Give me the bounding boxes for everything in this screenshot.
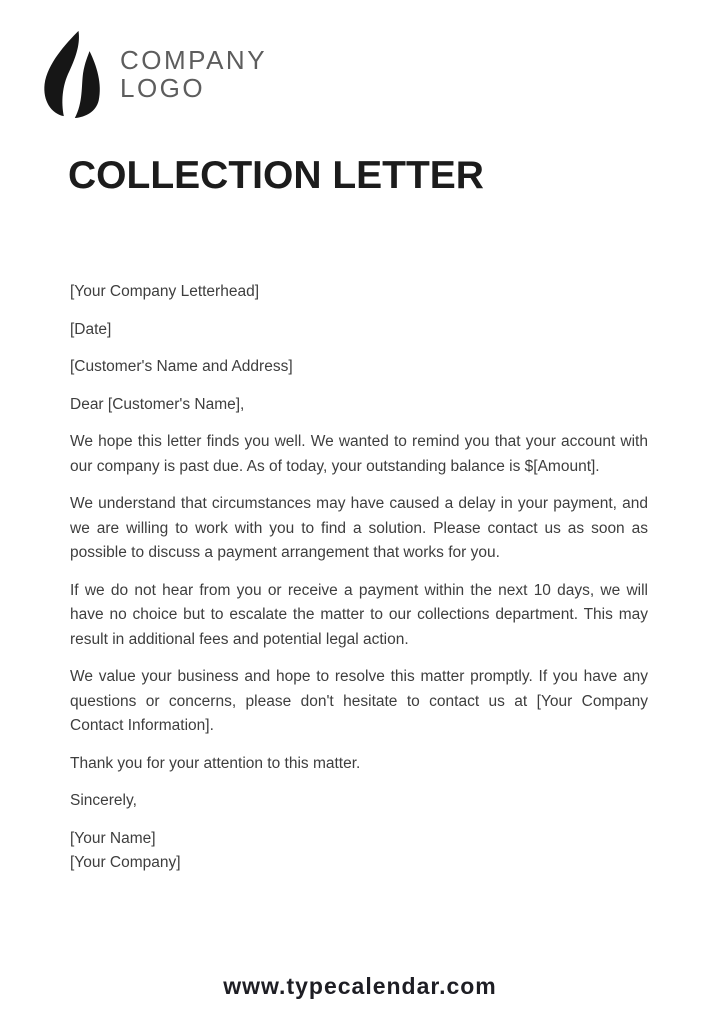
signature-company: [Your Company] [70,854,181,871]
paragraph-past-due: We hope this letter finds you well. We wanted to remind you that your account with our company is past due. As of today, your outstanding balance is $[Amount]. [70,433,648,475]
letterhead-placeholder: [Your Company Letterhead] [70,283,259,300]
page-title: COLLECTION LETTER [68,154,484,197]
logo-text-line1: COMPANY [120,45,268,75]
paragraph-escalation: If we do not hear from you or receive a payment within the next 10 days, we will have no choice but to escalate the matter to our collections department. This may result in additional fees and potential legal action. [70,581,648,648]
date-placeholder: [Date] [70,320,112,338]
paragraph-contact-info: We value your business and hope to resolve this matter promptly. If you have any questions or concerns, please don't hesitate to contact us at [Your Company Contact Information]. [70,668,648,734]
logo-text [120,46,267,102]
paragraph-payment-arrangement: We understand that circumstances may have caused a delay in your payment, and we are willing to work with you to find a solution. Please contact us as soon as possible to discuss a payment arrangement that works for you. [70,495,648,561]
flame-logo-icon [40,28,106,120]
signature-block [70,827,648,876]
recipient-placeholder: [Customer's Name and Address] [70,358,293,375]
letter-body [70,280,648,889]
signature-name: [Your Name] [70,829,156,847]
website-footer [0,973,720,1000]
closing-line: Thank you for your attention to this matter. [70,754,361,772]
company-logo [40,28,267,120]
website-text: www.typecalendar.com [223,973,497,999]
logo-text-line2: LOGO [120,73,206,103]
signoff: Sincerely, [70,792,137,809]
salutation: Dear [Customer's Name], [70,395,245,413]
